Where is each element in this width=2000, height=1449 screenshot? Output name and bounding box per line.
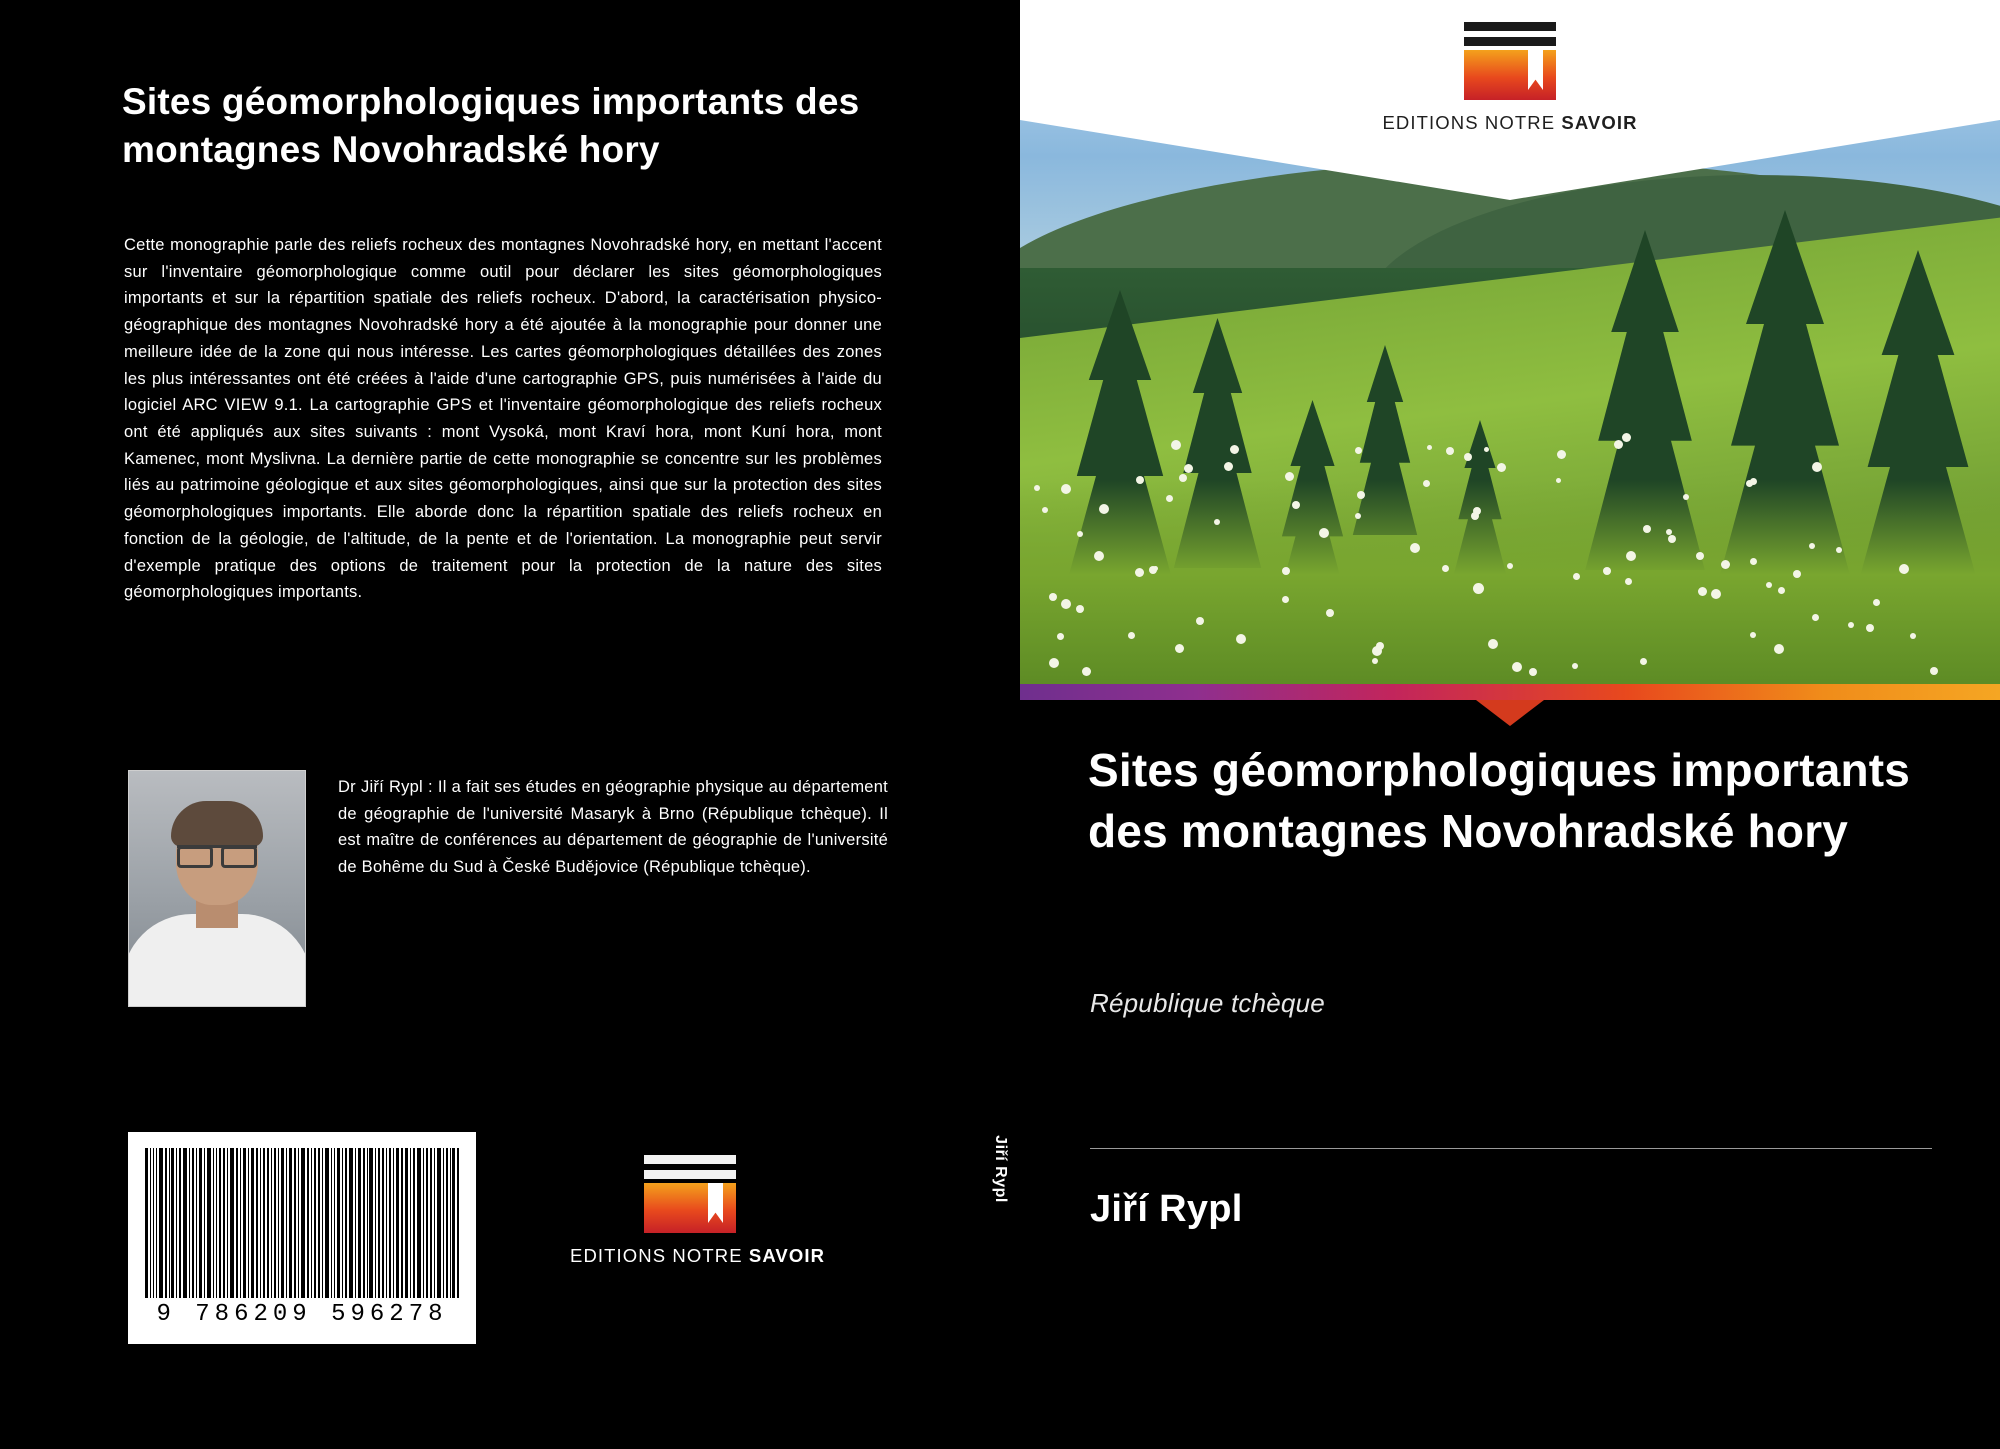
barcode-number: 9 786209 596278	[156, 1301, 448, 1328]
book-spine	[980, 0, 1020, 1449]
accent-triangle-notch	[1476, 700, 1544, 726]
back-cover	[0, 0, 980, 1449]
glasses-icon	[177, 845, 257, 865]
divider	[1090, 1148, 1932, 1149]
publisher-name-light: EDITIONS NOTRE	[1382, 112, 1562, 133]
cover-photograph	[1020, 0, 2000, 690]
publisher-name-back	[570, 1245, 826, 1267]
publisher-name-front	[1020, 112, 2000, 134]
back-cover-title: Sites géomorphologiques importants des montagnes Novohradské hory	[122, 81, 860, 171]
publisher-name-light: EDITIONS NOTRE	[570, 1245, 749, 1266]
author-biography: Dr Jiří Rypl : Il a fait ses études en géographie physique au département de géographie de l'université Masaryk à Brno (République tchèque). Il est maître de conférences au département de géographie de l'université de Bohême du Sud à České Budějovice (République tchèque).	[338, 778, 888, 877]
author-photo-hair	[171, 801, 263, 847]
barcode-icon	[145, 1148, 461, 1298]
publisher-name-bold: SAVOIR	[748, 1245, 826, 1266]
photo-foreground-meadow	[1020, 480, 2000, 690]
publisher-logo-back	[570, 1155, 826, 1267]
front-cover-subtitle: République tchèque	[1090, 988, 1325, 1018]
publisher-logo-front	[1020, 22, 2000, 134]
back-cover-abstract: Cette monographie parle des reliefs rocheux des montagnes Novohradské hory, en mettant l'accent sur l'inventaire géomorphologique comme outil pour déclarer les sites géomorphologiques importants et sur la répartition spatiale des reliefs rocheux. D'abord, la caractérisation physico-géographique des montagnes Novohradské hory a été ajoutée à la monographie pour donner une meilleure idée de la zone qui nous intéresse. Les cartes géomorphologiques détaillées des zones les plus intéressantes ont été créées à l'aide d'une cartographie GPS, puis numérisées à l'aide du logiciel ARC VIEW 9.1. La cartographie GPS et l'inventaire géomorphologique des reliefs rocheux ont été appliqués aux sites suivants : mont Vysoká, mont Kraví hora, mont Kuní hora, mont Kamenec, mont Myslivna. La dernière partie de cette monographie se concentre sur les problèmes liés au patrimoine géologique et aux sites géomorphologiques, ainsi que sur la protection des sites géomorphologiques importants. Elle aborde donc la répartition spatiale des reliefs rocheux en fonction de la géologie, de l'altitude, de la pente et de l'orientation. La monographie peut servir d'exemple pratique des options de traitement pour la protection de la nature des sites géomorphologiques importants.	[124, 236, 882, 602]
author-photo	[128, 770, 306, 1007]
accent-color-strip	[1020, 684, 2000, 700]
spine-author: Jiří Rypl	[992, 1135, 1009, 1203]
book-logo-icon	[1464, 22, 1556, 100]
front-cover	[1020, 0, 2000, 1449]
front-cover-title: Sites géomorphologiques importants des montagnes Novohradské hory	[1088, 744, 1911, 858]
barcode	[128, 1132, 476, 1344]
book-logo-icon	[644, 1155, 736, 1233]
front-cover-author: Jiří Rypl	[1090, 1188, 1243, 1230]
publisher-name-bold: SAVOIR	[1561, 112, 1638, 133]
